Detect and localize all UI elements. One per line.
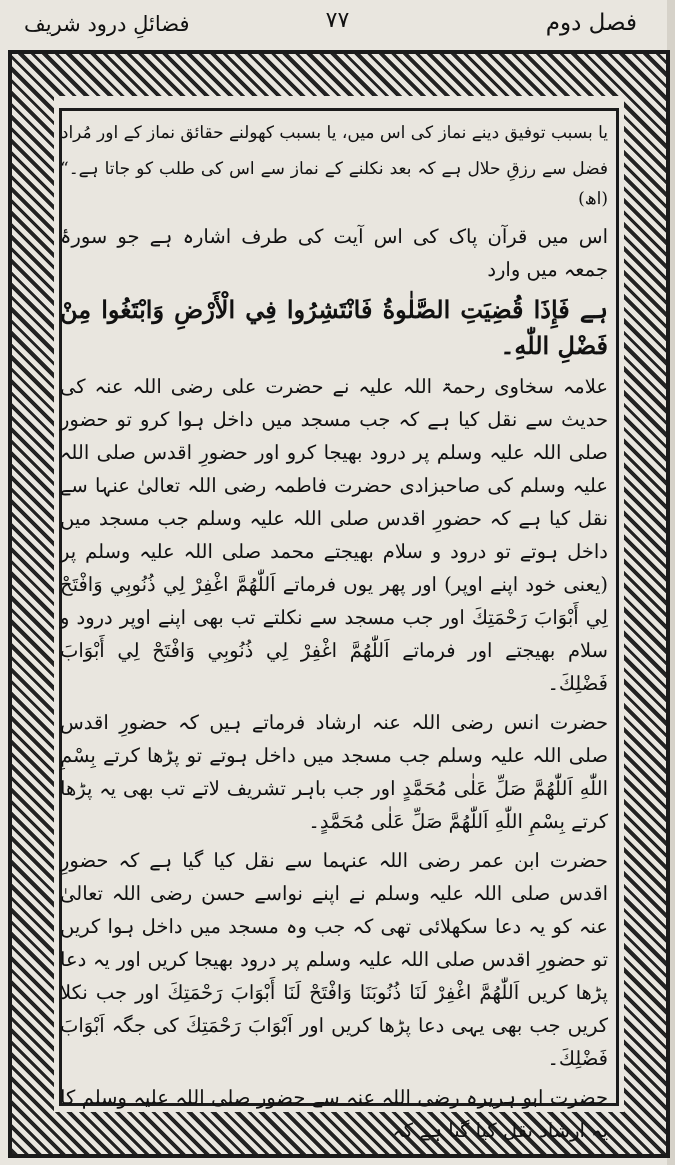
quran-verse: ہے فَإِذَا قُضِيَتِ الصَّلٰوةُ فَانْتَشِرُوا فِي الْأَرْضِ وَابْتَغُوا مِنْ فَضْلِ اللّٰهِ۔ <box>60 295 608 360</box>
page-number: ۷۷ <box>325 8 350 33</box>
page-header <box>0 0 675 50</box>
paragraph: یا بسبب توفیق دینے نماز کی اس میں، یا بسبب کھولنے حقائق نماز کے اور مُراد <box>60 123 608 143</box>
paragraph: حضرت انس رضی اللہ عنہ ارشاد فرماتے ہیں کہ حضورِ اقدس صلی اللہ علیہ وسلم جب مسجد میں داخل ہوتے تو پڑھا کرتے بِسْمِ اللّٰهِ اَللّٰهُمَّ صَلِّ عَلٰى مُحَمَّدٍ اور جب باہر تشریف لاتے تب بھی یہ پڑھا کرتے بِسْمِ اللّٰهِ اَللّٰهُمَّ صَلِّ عَلٰى مُحَمَّدٍ۔ <box>60 711 608 833</box>
page-body <box>60 118 608 1142</box>
chapter-title: فصل دوم <box>545 10 637 36</box>
paragraph: علامہ سخاوی رحمۃ اللہ علیہ نے حضرت علی رضی اللہ عنہ کی حدیث سے نقل کیا ہے کہ جب مسجد میں داخل ہوا کرو تو حضور صلی اللہ علیہ وسلم پر درود بھیجا کرو اور حضورِ اقدس صلی اللہ علیہ وسلم کی صاحبزادی حضرت فاطمہ رضی اللہ تعالیٰ عنہا سے نقل کیا ہے کہ حضورِ اقدس صلی اللہ علیہ وسلم جب مسجد میں داخل ہوتے تو درود و سلام بھیجتے محمد صلی اللہ علیہ وسلم پر (یعنی خود اپنے اوپر) اور پھر یوں فرماتے اَللّٰهُمَّ اغْفِرْ لِي ذُنُوبِي وَافْتَحْ لِي أَبْوَابَ رَحْمَتِكَ اور جب مسجد سے نکلتے تب بھی اپنے اوپر درود و سلام بھیجتے اور فرماتے اَللّٰهُمَّ اغْفِرْ لِي ذُنُوبِي وَافْتَحْ لِي أَبْوَابَ فَضْلِكَ۔ <box>60 375 608 695</box>
paragraph: اس میں قرآن پاک کی اس آیت کی طرف اشارہ ہے جو سورۂ جمعہ میں وارد <box>60 225 608 281</box>
paragraph: حضرت ابو ہریرہ رضی اللہ عنہ سے حضور صلی اللہ علیہ وسلم کا یہ ارشاد نقل کیا گیا ہے کہ <box>60 1086 608 1142</box>
book-title: فضائلِ درود شریف <box>24 12 190 36</box>
paragraph: فضل سے رزقِ حلال ہے کہ بعد نکلنے کے نماز سے اس کی طلب کو جاتا ہے۔“ (اھ) <box>60 159 608 209</box>
paragraph: حضرت ابن عمر رضی اللہ عنہما سے نقل کیا گیا ہے کہ حضورِ اقدس صلی اللہ علیہ وسلم نے اپنے نواسے حسن رضی اللہ تعالیٰ عنہ کو یہ دعا سکھلائی تھی کہ جب وہ مسجد میں داخل ہوا کریں تو حضورِ اقدس صلی اللہ علیہ وسلم پر درود بھیجا کریں اور یہ دعا پڑھا کریں اَللّٰهُمَّ اغْفِرْ لَنَا ذُنُوبَنَا وَافْتَحْ لَنَا أَبْوَابَ رَحْمَتِكَ اور جب نکلا کریں جب بھی یہی دعا پڑھا کریں اور اَبْوَابَ رَحْمَتِكَ کی جگہ اَبْوَابَ فَضْلِكَ۔ <box>60 849 608 1070</box>
